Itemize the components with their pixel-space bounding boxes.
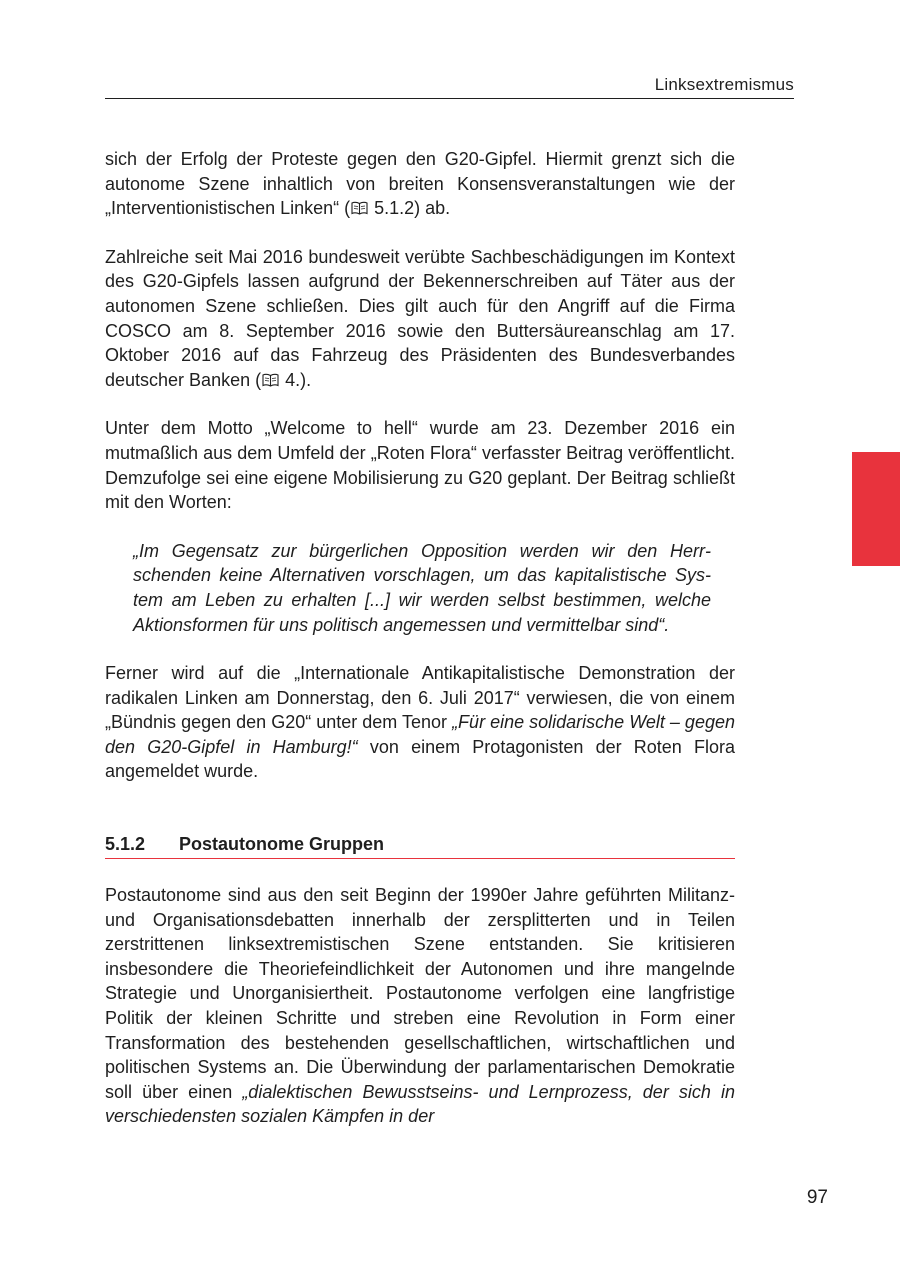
paragraph-3: Unter dem Motto „Welcome to hell“ wurde am 23. Dezember 2016 ein mutmaßlich aus dem Umfeld der „Roten Flora“ verfasster Beitrag veröffentlicht. Demzufolge sei eine eigene Mobilisierung zu G20 geplant. Der Beitrag schließt mit den Worten:	[105, 418, 735, 513]
section-paragraph	[105, 883, 735, 1129]
paragraph-4	[105, 661, 735, 784]
paragraph-2-text-b: 4.).	[280, 369, 312, 390]
section-number: 5.1.2	[105, 834, 146, 855]
paragraph-2	[105, 245, 735, 393]
paragraph-1-text-b: 5.1.2) ab.	[369, 198, 451, 219]
paragraph-4-text-b: von einem Protagonisten der Roten Flora angemeldet wurde.	[105, 736, 736, 782]
side-marker	[852, 452, 900, 566]
body-text	[105, 147, 735, 1129]
block-quote: „Im Gegensatz zur bürgerlichen Opposition werden wir den Herrschenden keine Alternativen vorschlagen, um das kapitalistische System am Leben zu erhalten [...] wir werden selbst bestimmen, welche Aktionsformen für uns politisch angemessen und vermittelbar sind“.	[133, 540, 711, 635]
page-number: 97	[806, 1187, 828, 1208]
section-title: Postautonome Gruppen	[179, 834, 385, 855]
book-icon	[262, 373, 279, 387]
section-paragraph-italic: „dialektischen Bewusstseins- und Lernprozess, der sich in verschiedensten sozialen Kämpfen in der	[105, 1081, 735, 1127]
paragraph-1	[105, 147, 735, 221]
paragraph-2-text-a: Zahlreiche seit Mai 2016 bundesweit verübte Sachbeschädigungen im Kontext des G20-Gipfels lassen aufgrund der Bekennerschreiben auf Täter aus der autonomen Szene schließen. Dies gilt auch für den Angriff auf die Firma COSCO am 8. September 2016 sowie den Buttersäureanschlag am 17. Oktober 2016 auf das Fahrzeug des Präsidenten des Bundesverbandes deutscher Banken (	[105, 246, 735, 390]
paragraph-4-text-a: Ferner wird auf die „Internationale Antikapitalistische Demonstration der radikalen Linken am Donnerstag, den 6. Juli 2017“ verwiesen, die von einem „Bündnis gegen den G20“ unter dem Tenor	[105, 663, 735, 733]
section-heading	[105, 832, 735, 859]
paragraph-1-text-a: sich der Erfolg der Proteste gegen den G20-Gipfel. Hiermit grenzt sich die autonome Szene inhaltlich von breiten Konsensveranstaltungen wie der „Interventionistischen Linken“ (	[105, 149, 735, 219]
paragraph-4-italic: „Für eine solidarische Welt – gegen den G20-Gipfel in Hamburg!“	[105, 712, 735, 757]
section-paragraph-text: Postautonome sind aus den seit Beginn der 1990er Jahre geführten Militanz- und Organisationsdebatten innerhalb der zersplitterten und in Teilen zerstrittenen linksextremistischen Szene entstanden. Sie kritisieren insbesondere die Theoriefeindlichkeit der Autonomen und ihre mangelnde Strategie und Unorganisiertheit. Postautonome verfolgen eine langfristige Politik der kleinen Schritte und streben eine Revolution in Form einer Transformation des bestehenden gesellschaftlichen, wirtschaftlichen und politischen Systems an. Die Überwindung der parlamentarischen Demokratie soll über einen	[105, 885, 735, 1102]
book-icon	[351, 201, 368, 215]
header-rule	[105, 98, 794, 99]
running-header: Linksextremismus	[654, 75, 794, 94]
